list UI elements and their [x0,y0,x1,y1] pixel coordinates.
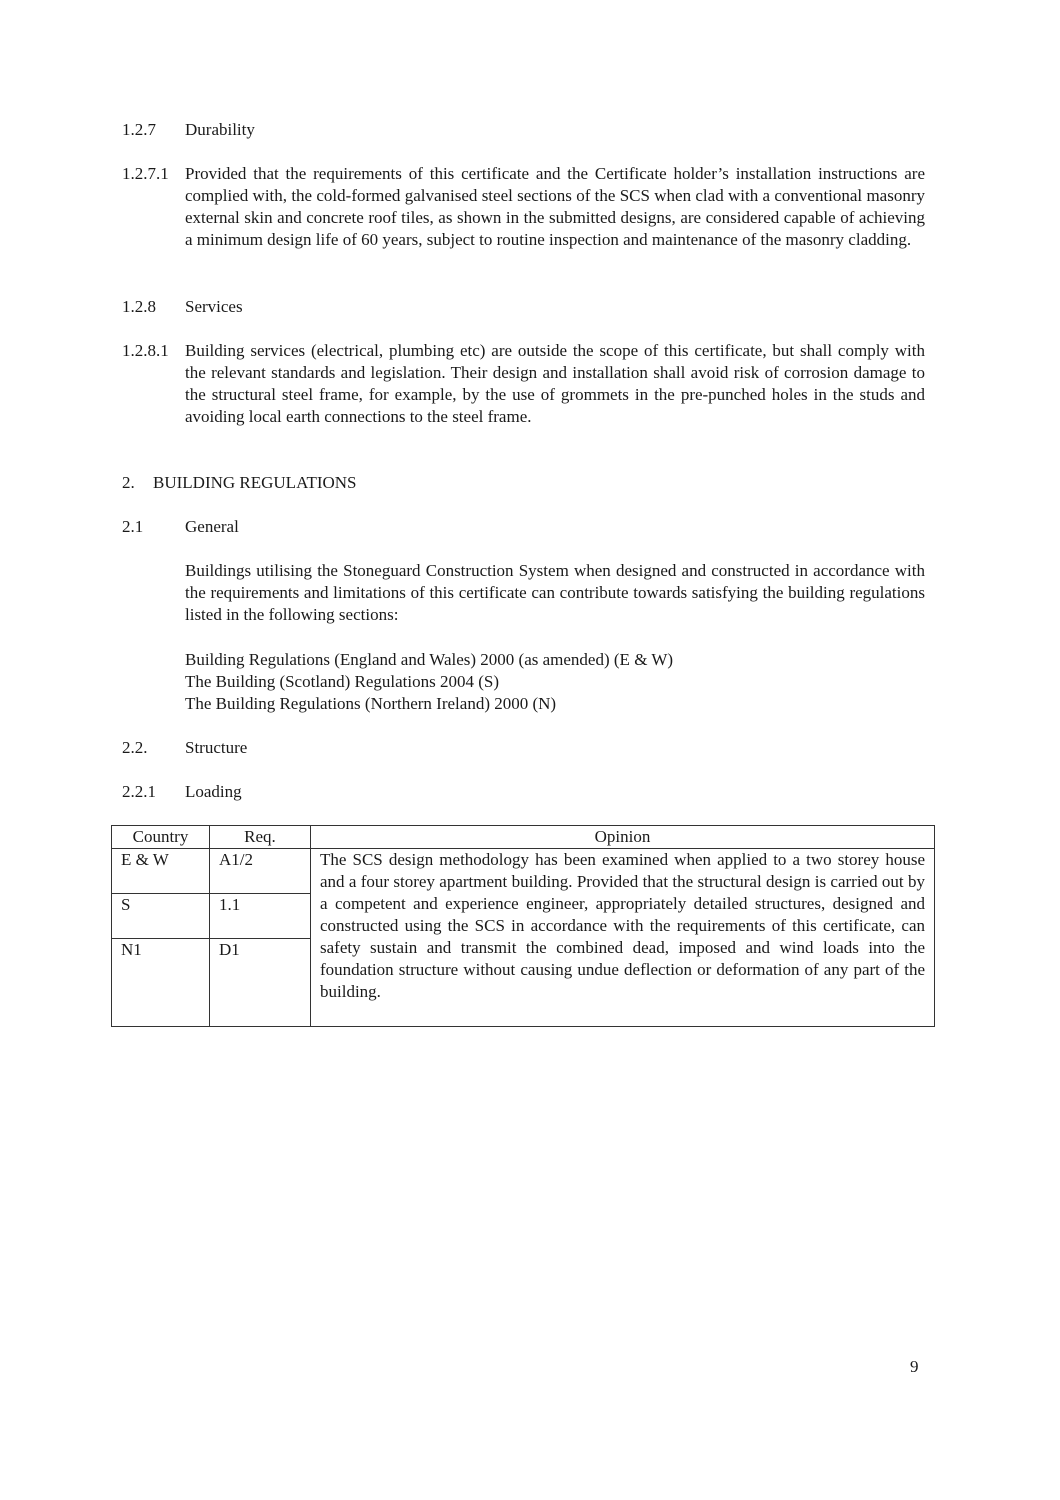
regulations-list [185,649,925,715]
paragraph-number: 1.2.8.1 [122,341,169,360]
table-row [112,849,935,894]
section-title: Durability [185,120,255,139]
column-header-req: Req. [210,826,311,849]
country-cell: N1 [112,939,210,1027]
column-header-opinion: Opinion [311,826,935,849]
section-heading-2-1 [122,516,239,538]
table-header-row [112,826,935,849]
section-number: 2.2. [122,738,148,757]
country-cell: E & W [112,849,210,894]
section-heading-1-2-7 [122,119,255,141]
paragraph-text: Building services (electrical, plumbing etc) are outside the scope of this certificate, but shall comply with the relevant standards and legislation. Their design and installation shall avoid risk of corrosion damage to the structural steel frame, for example, by the use of grommets in the pre-punched holes in the studs and avoiding local earth connections to the steel frame. [185,341,925,426]
section-number: 2.1 [122,517,144,536]
section-title: Loading [185,782,242,801]
regulation-item: Building Regulations (England and Wales) 2000 (as amended) (E & W) [185,650,674,669]
section-title: General [185,517,239,536]
section-title: BUILDING REGULATIONS [153,473,357,492]
loading-table [111,825,935,1027]
section-number: 1.2.7 [122,120,156,139]
page-number: 9 [910,1357,919,1376]
section-heading-2-2-1 [122,781,242,803]
paragraph-number: 1.2.7.1 [122,164,169,183]
paragraph-text: Provided that the requirements of this certificate and the Certificate holder’s installation instructions are complied with, the cold-formed galvanised steel sections of the SCS when clad with a conventional masonry external skin and concrete roof tiles, as shown in the submitted designs, are considered capable of achieving a minimum design life of 60 years, subject to routine inspection and maintenance of the masonry cladding. [185,164,925,249]
country-cell: S [112,894,210,939]
section-heading-2-2 [122,737,247,759]
paragraph-1-2-7-1 [122,163,925,251]
paragraph-1-2-8-1 [122,340,925,428]
section-heading-2 [122,472,357,494]
column-header-country: Country [112,826,210,849]
regulation-item: The Building (Scotland) Regulations 2004 (S) [185,672,499,691]
section-heading-1-2-8 [122,296,243,318]
section-title: Services [185,297,243,316]
opinion-cell: The SCS design methodology has been examined when applied to a two storey house and a four storey apartment building. Provided that the structural design is carried out by a competent and experience engineer, appropriately detailed structures, designed and constructed using the SCS in accordance with the requirements of this certificate, can safety sustain and transmit the combined dead, imposed and wind loads into the foundation structure without causing undue deflection or deformation of any part of the building. [311,849,935,1027]
section-number: 2. [122,473,135,492]
req-cell: A1/2 [210,849,311,894]
general-paragraph: Buildings utilising the Stoneguard Construction System when designed and constructed in accordance with the requirements and limitations of this certificate can contribute towards satisfying the building regulations listed in the following sections: [185,561,925,624]
section-number: 1.2.8 [122,297,156,316]
section-title: Structure [185,738,248,757]
req-cell: 1.1 [210,894,311,939]
req-cell: D1 [210,939,311,1027]
regulation-item: The Building Regulations (Northern Ireland) 2000 (N) [185,694,557,713]
section-number: 2.2.1 [122,782,156,801]
